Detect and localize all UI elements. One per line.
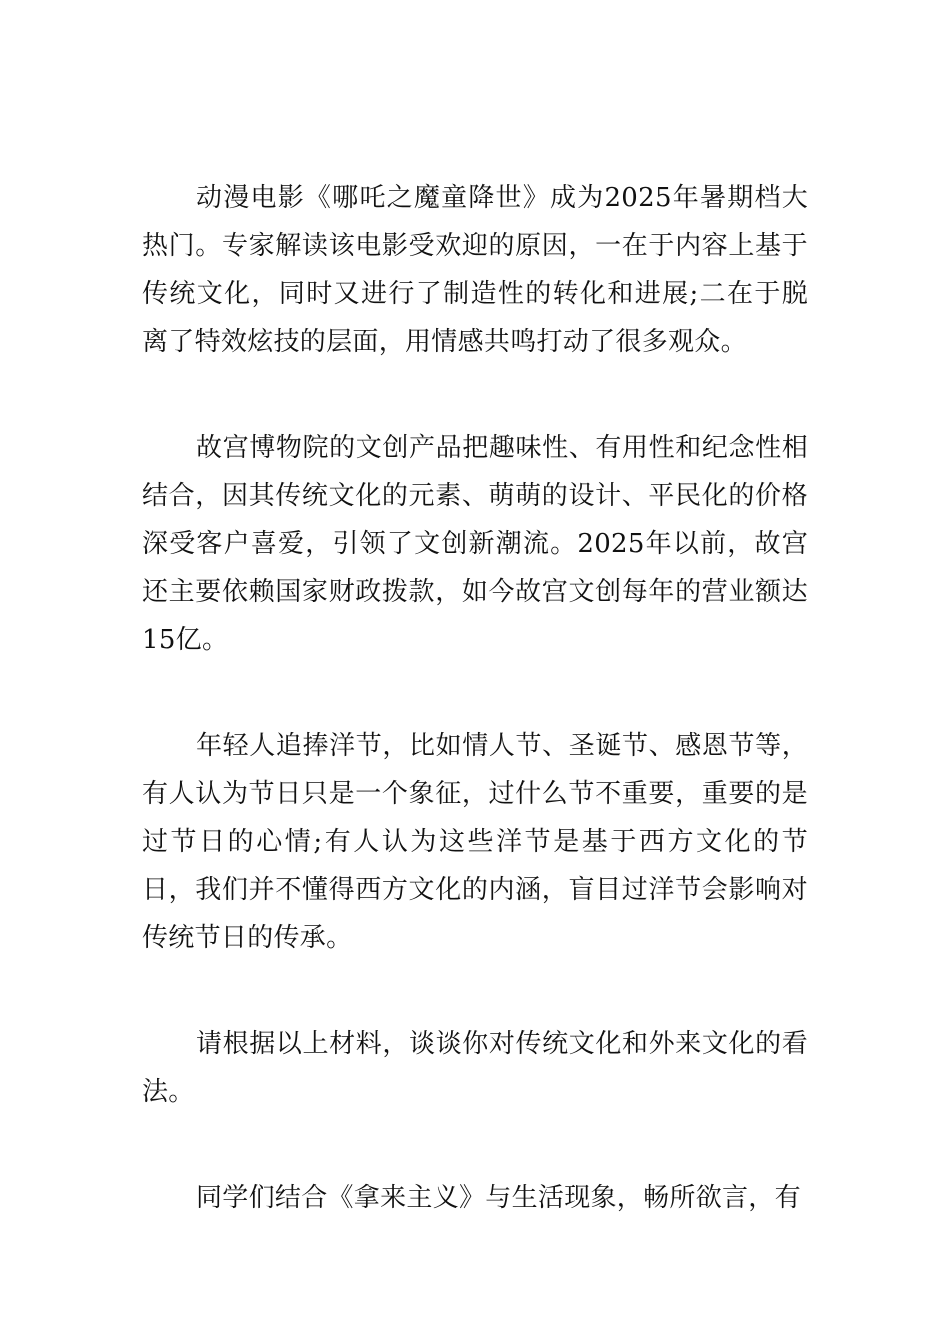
paragraph-foreign-festivals: 年轻人追捧洋节，比如情人节、圣诞节、感恩节等，有人认为节日只是一个象征，过什么节不重要，重要的是过节日的心情;有人认为这些洋节是基于西方文化的节日，我们并不懂得西方文化的内涵，盲目过洋节会影响对传统节日的传承。 xyxy=(142,731,808,953)
paragraph-palace-museum: 故宫博物院的文创产品把趣味性、有用性和纪念性相结合，因其传统文化的元素、萌萌的设计、平民化的价格深受客户喜爱，引领了文创新潮流。2025年以前，故宫还主要依赖国家财政拨款，如今故宫文创每年的营业额达15亿。 xyxy=(142,433,808,655)
paragraph-writing-prompt: 请根据以上材料，谈谈你对传统文化和外来文化的看法。 xyxy=(142,1029,808,1107)
paragraph-nezha-film: 动漫电影《哪吒之魔童降世》成为2025年暑期档大热门。专家解读该电影受欢迎的原因，一在于内容上基于传统文化，同时又进行了制造性的转化和进展;二在于脱离了特效炫技的层面，用情感共鸣打动了很多观众。 xyxy=(142,183,808,357)
paragraph-discussion: 同学们结合《拿来主义》与生活现象，畅所欲言，有 xyxy=(196,1183,801,1213)
